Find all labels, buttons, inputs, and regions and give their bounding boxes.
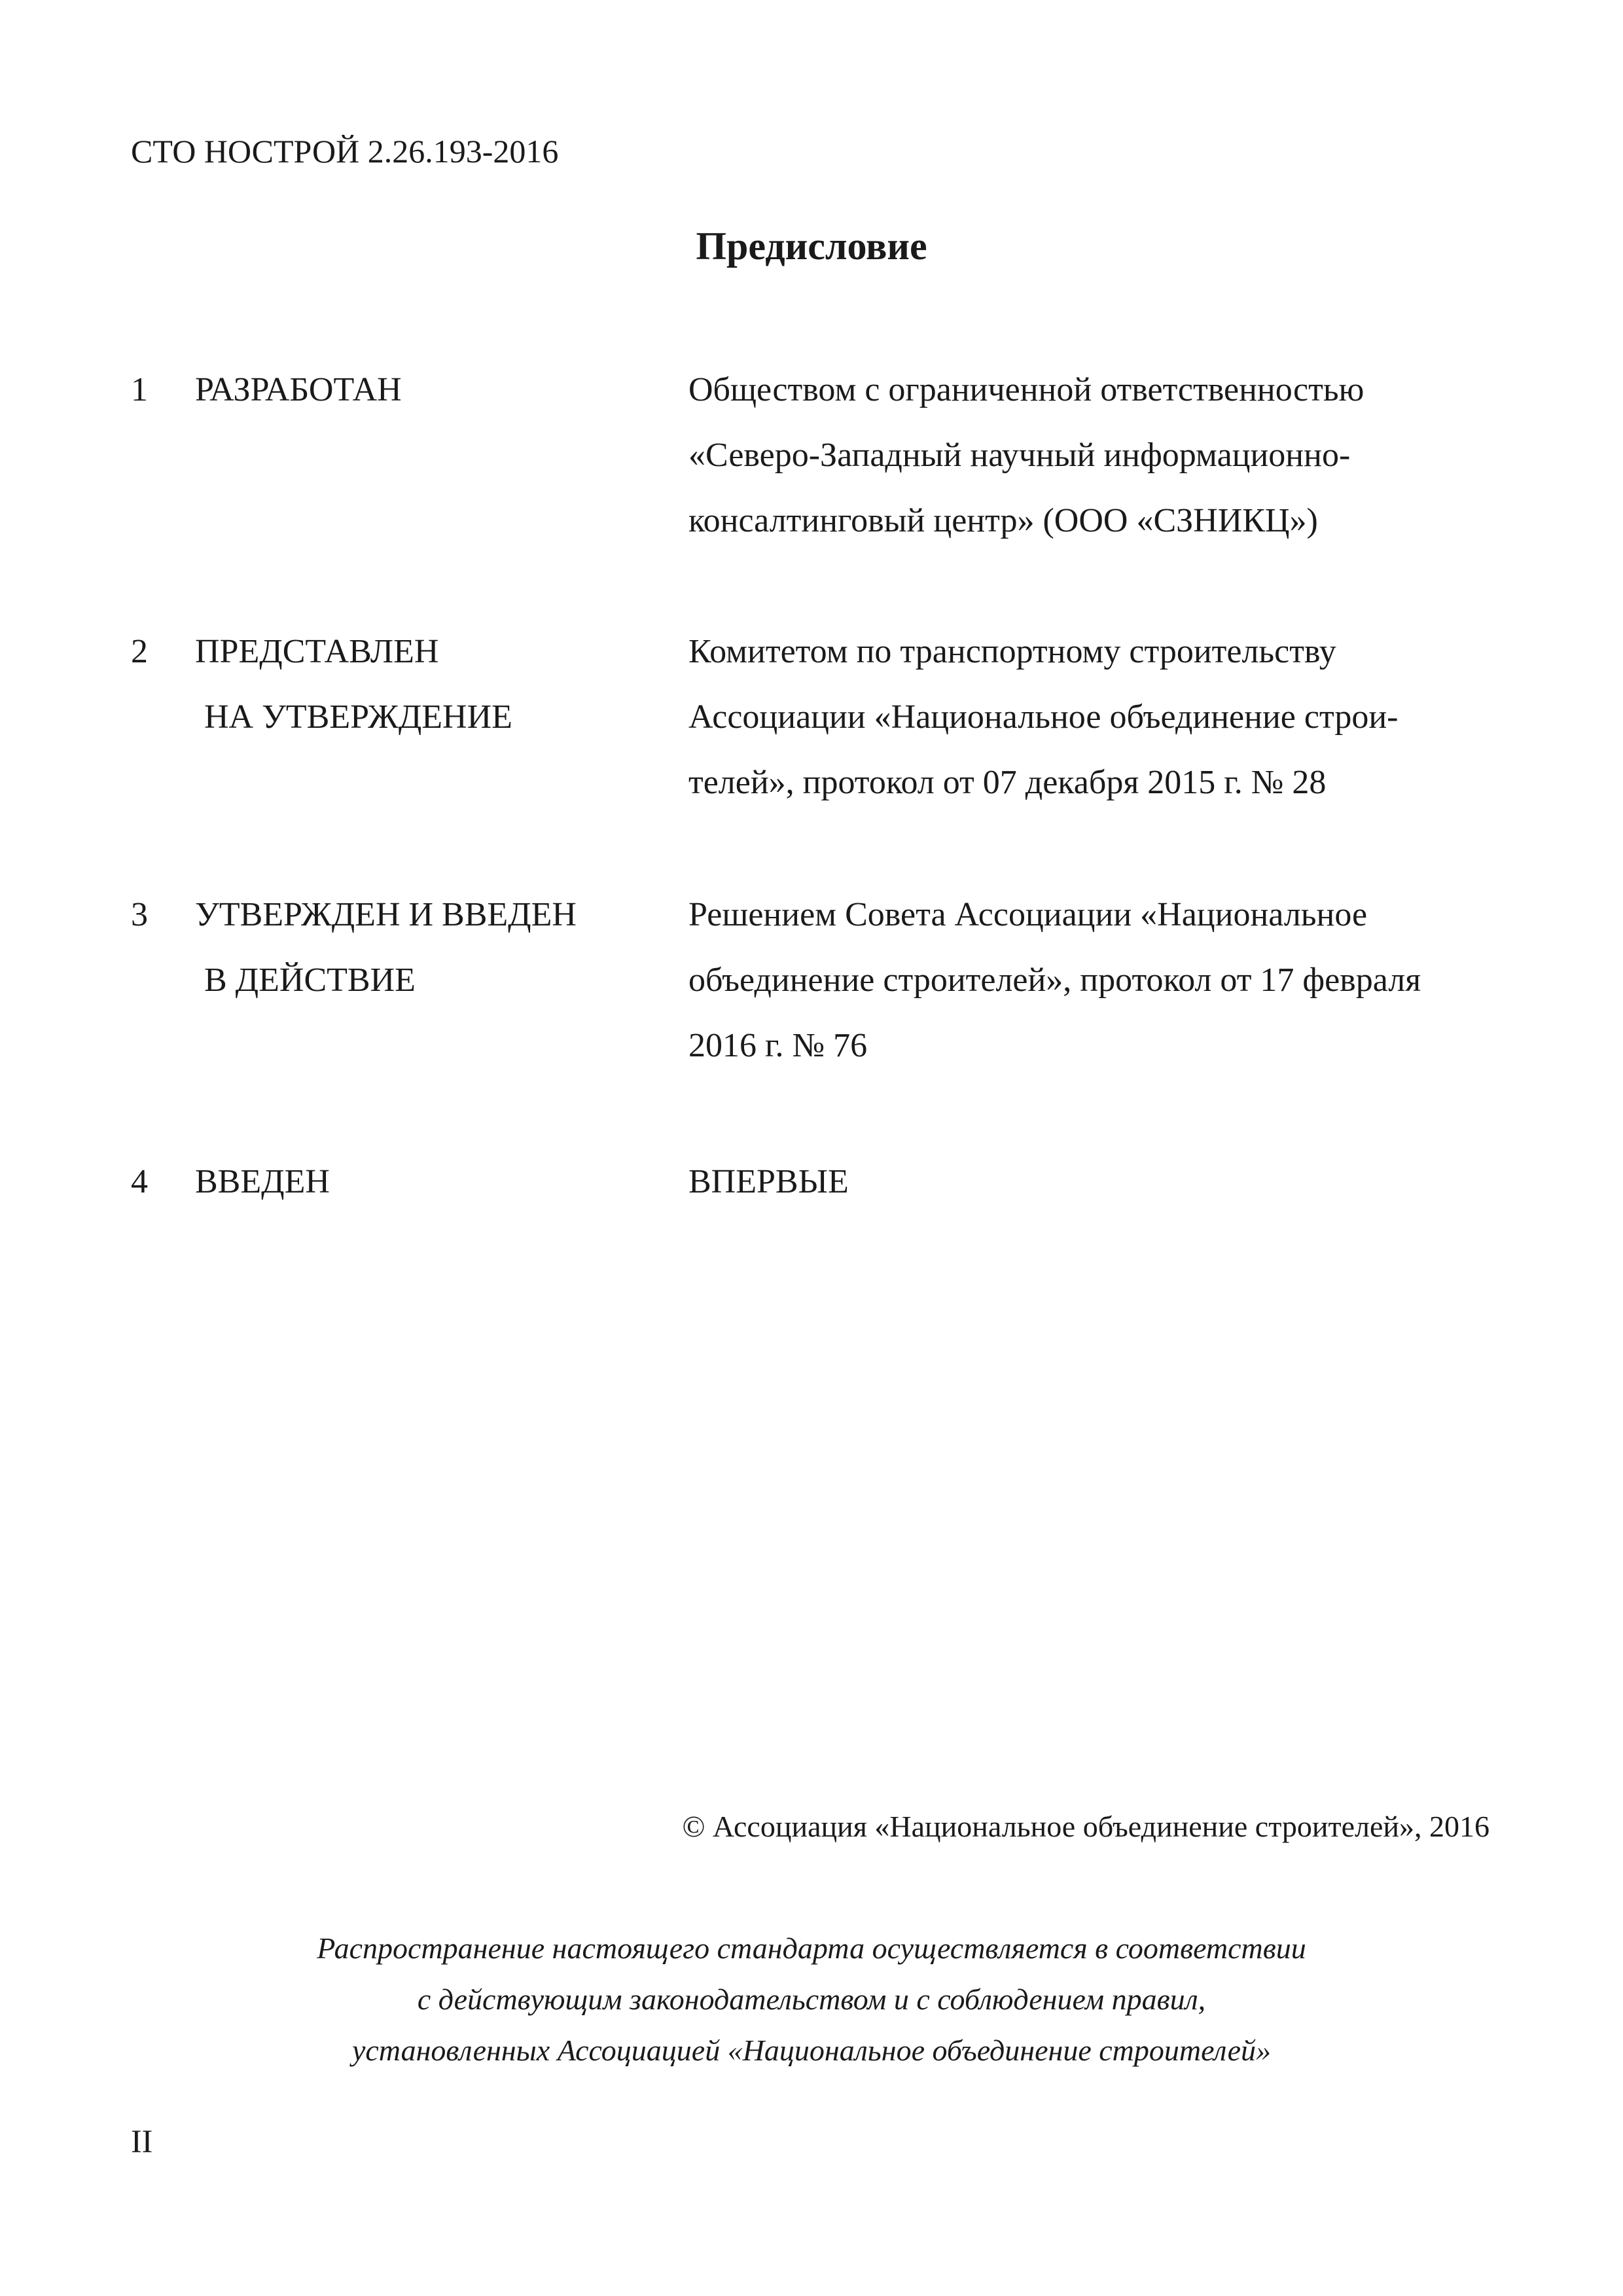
item-value-line: Комитетом по транспортному строительству bbox=[688, 633, 1336, 670]
item-number: 4 bbox=[131, 1163, 148, 1200]
item-value-line: объединение строителей», протокол от 17 февраля bbox=[688, 961, 1421, 999]
item-label bbox=[195, 619, 666, 750]
distribution-note-line: Распространение настоящего стандарта осуществляется в соответствии bbox=[317, 1931, 1306, 1965]
item-value-line: Решением Совета Ассоциации «Национальное bbox=[688, 896, 1368, 933]
item-value-line: 2016 г. № 76 bbox=[688, 1027, 868, 1064]
distribution-note bbox=[0, 1923, 1623, 2076]
item-label-line: ПРЕДСТАВЛЕН bbox=[195, 633, 439, 670]
item-value bbox=[688, 357, 1500, 554]
item-value-line: консалтинговый центр» (ООО «СЗНИКЦ») bbox=[688, 502, 1318, 539]
item-number: 3 bbox=[131, 896, 148, 933]
page-number: II bbox=[131, 2123, 153, 2159]
distribution-note-line: с действующим законодательством и с соблюдением правил, bbox=[417, 1982, 1206, 2016]
item-label-line: УТВЕРЖДЕН И ВВЕДЕН bbox=[195, 896, 577, 933]
item-value-line: телей», протокол от 07 декабря 2015 г. № 28 bbox=[688, 764, 1327, 801]
item-value-line: «Северо-Западный научный информационно- bbox=[688, 437, 1351, 474]
item-label-line: РАЗРАБОТАН bbox=[195, 371, 402, 408]
item-number: 2 bbox=[131, 633, 148, 670]
item-label bbox=[195, 1149, 666, 1215]
document-code: СТО НОСТРОЙ 2.26.193-2016 bbox=[131, 133, 559, 170]
item-label-line: В ДЕЙСТВИЕ bbox=[204, 961, 416, 999]
item-label-line: ВВЕДЕН bbox=[195, 1163, 330, 1200]
item-value bbox=[688, 1149, 1500, 1215]
copyright-notice: © Ассоциация «Национальное объединение строителей», 2016 bbox=[682, 1810, 1489, 1843]
item-value-line: Обществом с ограниченной ответственностью bbox=[688, 371, 1364, 408]
item-value-line: ВПЕРВЫЕ bbox=[688, 1163, 849, 1200]
page-title: Предисловие bbox=[696, 224, 927, 268]
item-value bbox=[688, 619, 1500, 816]
item-label bbox=[195, 882, 666, 1013]
distribution-note-line: установленных Ассоциацией «Национальное объединение строителей» bbox=[351, 2034, 1272, 2067]
item-label bbox=[195, 357, 666, 423]
item-number: 1 bbox=[131, 371, 148, 408]
item-label-line: НА УТВЕРЖДЕНИЕ bbox=[204, 698, 512, 736]
item-value bbox=[688, 882, 1500, 1079]
item-value-line: Ассоциации «Национальное объединение строи- bbox=[688, 698, 1399, 736]
